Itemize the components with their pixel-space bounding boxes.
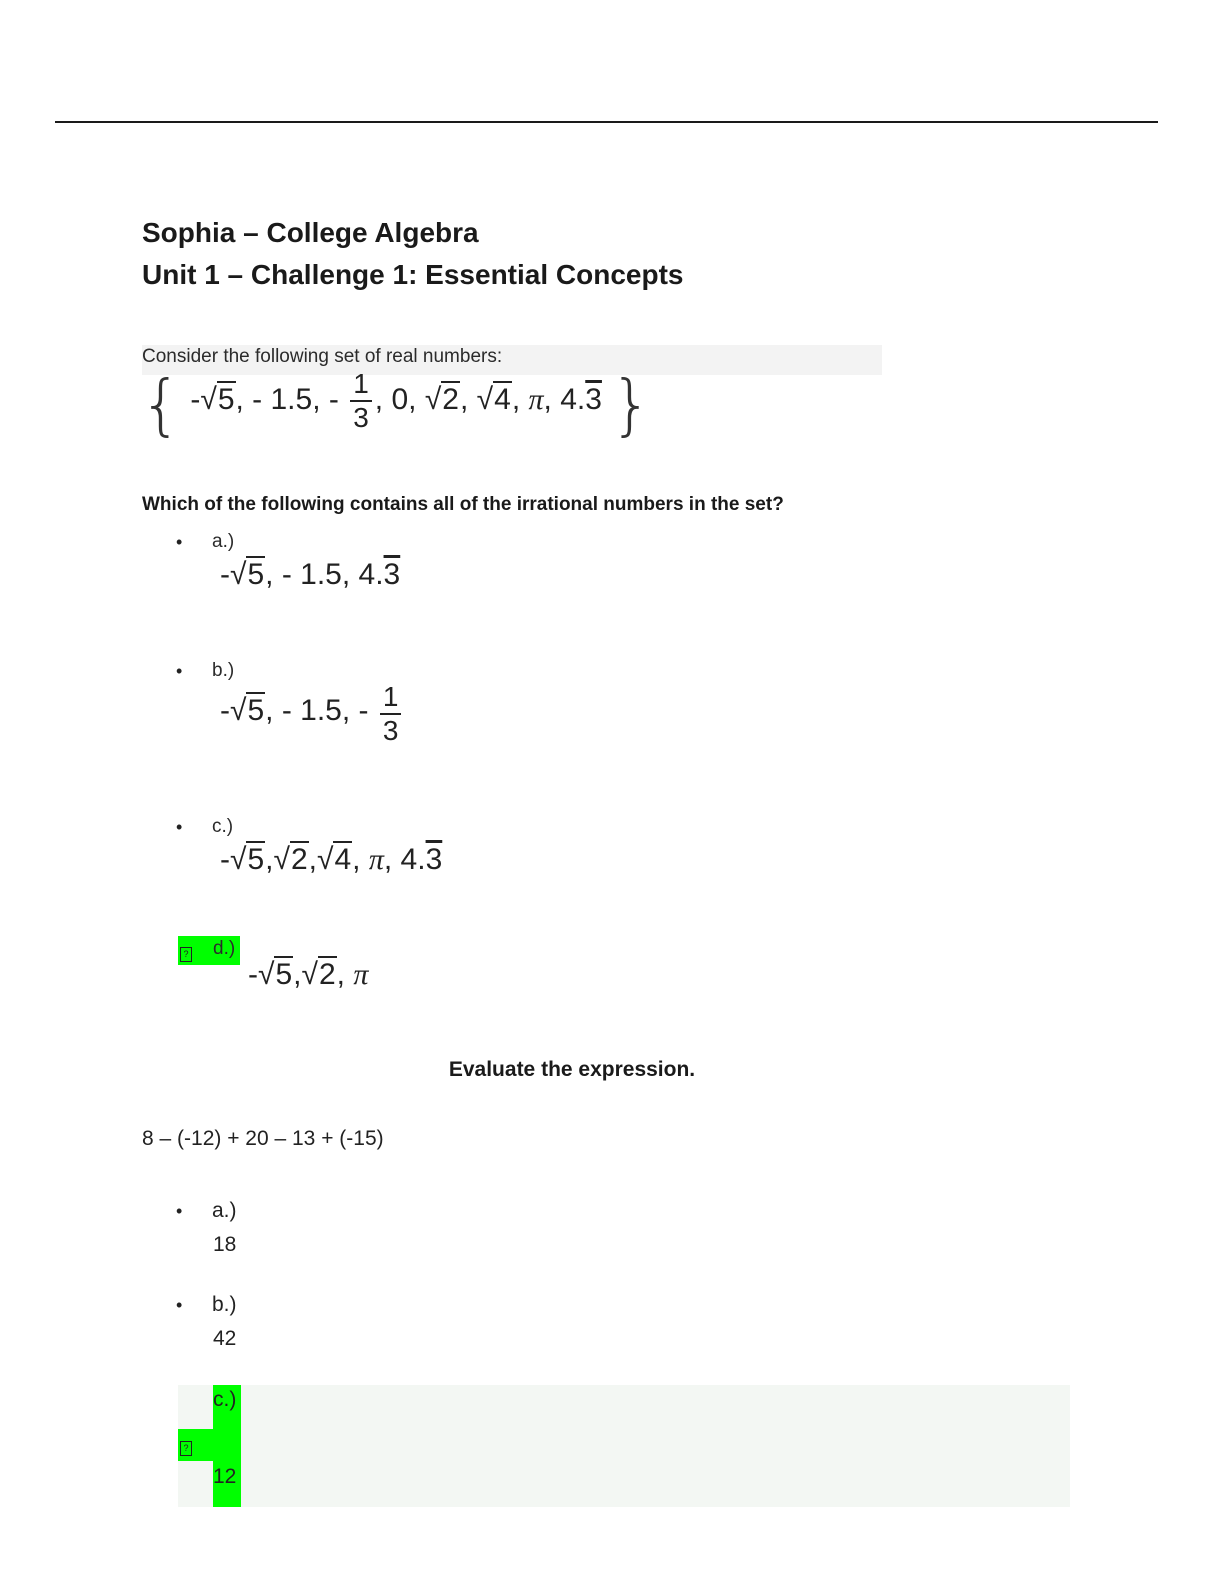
option-b-math[interactable]: -√5, - 1.5, - $\frac{1}{3}$ — [220, 683, 404, 745]
option-a-label[interactable]: a.) — [212, 1199, 237, 1222]
fraction: $\frac{1}{3}$ — [380, 683, 402, 745]
top-rule — [55, 121, 1158, 123]
set-term: , 4. — [543, 383, 586, 416]
set-term: 4 — [494, 383, 511, 416]
set-term: 5 — [217, 383, 235, 416]
bullet: • — [176, 1295, 183, 1315]
sqrt-sign: √ — [200, 383, 217, 416]
sqrt-sign: √ — [317, 843, 334, 876]
question-1-intro: Consider the following set of real numbers: — [142, 346, 503, 367]
set-term: 2 — [442, 383, 459, 416]
repeating-digit: 3 — [425, 843, 443, 876]
set-term: - — [190, 383, 201, 416]
option-d-math[interactable]: -√5,√2, π — [248, 958, 369, 991]
set-term: , 0, — [374, 383, 417, 416]
option-a-value: 18 — [213, 1233, 237, 1256]
course-title: Sophia – College Algebra — [142, 217, 479, 248]
sqrt-sign: √ — [230, 843, 247, 876]
set-term: , — [459, 383, 469, 416]
number-set — [140, 366, 653, 450]
bullet: • — [176, 1201, 183, 1221]
option-b-value: 42 — [213, 1327, 237, 1350]
repeating-digit: 3 — [585, 383, 602, 416]
selected-marker-icon: ? — [180, 1438, 192, 1456]
option-a-math[interactable]: -√5, - 1.5, 4.3 — [220, 558, 401, 591]
question-2-heading: Evaluate the expression. — [448, 1058, 696, 1081]
set-term: , - 1.5, - — [235, 383, 339, 416]
challenge-title: Unit 1 – Challenge 1: Essential Concepts — [142, 259, 684, 290]
pi-symbol: π — [368, 843, 384, 876]
sqrt-sign: √ — [230, 693, 247, 727]
option-b-label[interactable]: b.) — [212, 1293, 237, 1316]
right-brace: } — [610, 366, 653, 443]
option-b-label[interactable]: b.) — [212, 660, 235, 681]
pi-symbol: π — [353, 958, 369, 991]
pi-symbol: π — [528, 383, 544, 416]
option-d-label[interactable]: d.) — [213, 938, 236, 959]
sqrt-sign: √ — [230, 558, 247, 591]
set-term: , — [511, 383, 521, 416]
bullet: • — [176, 817, 183, 837]
sqrt-sign: √ — [424, 383, 442, 416]
selected-option-band — [178, 1385, 1070, 1507]
option-c-label[interactable]: c.) — [212, 816, 234, 837]
bullet: • — [176, 661, 183, 681]
selected-marker-icon: ? — [180, 944, 192, 962]
fraction: $\frac{1}{3}$ — [350, 370, 372, 432]
bullet: • — [176, 532, 183, 552]
option-c-value: 12 — [213, 1465, 237, 1488]
left-brace: { — [140, 366, 182, 443]
option-a-label[interactable]: a.) — [212, 531, 235, 552]
sqrt-sign: √ — [301, 958, 318, 991]
sqrt-sign: √ — [476, 383, 494, 416]
sqrt-sign: √ — [273, 843, 290, 876]
option-c-math[interactable]: -√5,√2,√4, π, 4.3 — [220, 843, 443, 876]
sqrt-sign: √ — [258, 958, 275, 991]
question-2-expression: 8 – (-12) + 20 – 13 + (-15) — [142, 1127, 384, 1150]
repeating-digit: 3 — [383, 558, 401, 591]
question-1-text: Which of the following contains all of the irrational numbers in the set? — [142, 494, 784, 515]
option-c-label[interactable]: c.) — [213, 1388, 237, 1411]
